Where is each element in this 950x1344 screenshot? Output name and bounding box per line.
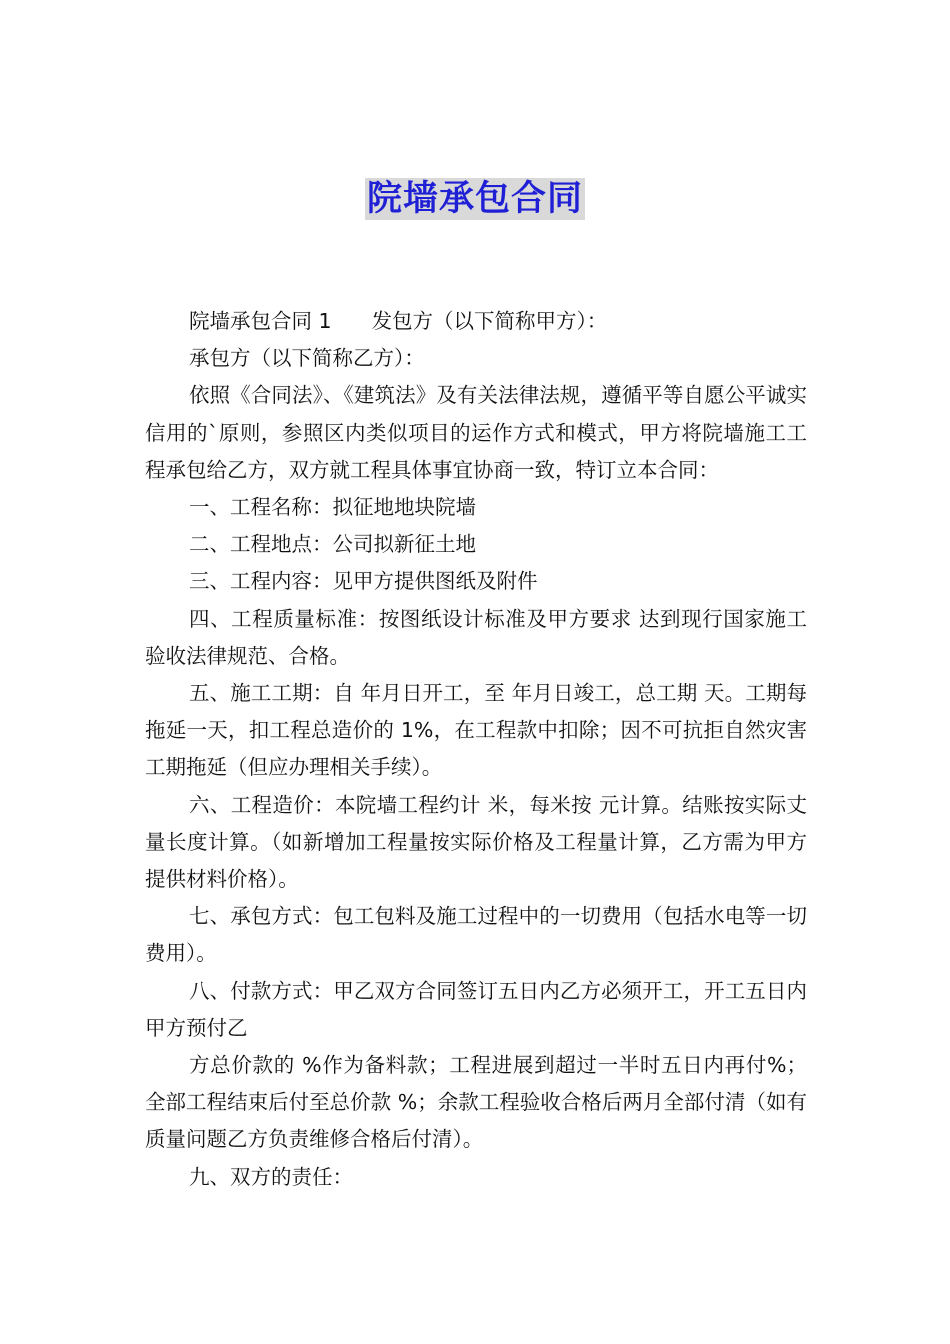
- title-container: [0, 178, 950, 220]
- party-a-line: 发包方（以下简称甲方）：: [371, 309, 608, 333]
- clause-project-cost: 六、工程造价：本院墙工程约计 米，每米按 元计算。结账按实际丈量长度计算。（如新增加工程量按实际价格及工程量计算，乙方需为甲方提供材料价格）。: [145, 792, 807, 892]
- preamble-paragraph: 依照《合同法》、《建筑法》及有关法律法规，遵循平等自愿公平诚实信用的`原则，参照区内类似项目的运作方式和模式，甲方将院墙施工工程承包给乙方，双方就工程具体事宜协商一致，特订立本合同：: [145, 383, 807, 482]
- clause-responsibilities: 九、双方的责任：: [189, 1164, 353, 1189]
- clause-project-content: 三、工程内容：见甲方提供图纸及附件: [189, 569, 538, 594]
- clause-contract-method: 七、承包方式：包工包料及施工过程中的一切费用（包括水电等一切费用）。: [145, 904, 807, 966]
- party-b-line: 承包方（以下简称乙方）：: [189, 346, 425, 371]
- clause-project-name: 一、工程名称：拟征地地块院墙: [189, 495, 476, 520]
- clause-construction-period: 五、施工工期：自 年月日开工，至 年月日竣工，总工期 天。工期每拖延一天，扣工程总造价的 1%，在工程款中扣除；因不可抗拒自然灾害工期拖延（但应办理相关手续）。: [145, 681, 807, 780]
- clause-quality-standard: 四、工程质量标准：按图纸设计标准及甲方要求 达到现行国家施工验收法律规范、合格。: [145, 606, 807, 668]
- contract-heading: 院墙承包合同 1: [189, 309, 332, 333]
- document-title: 院墙承包合同: [366, 179, 583, 219]
- clause-payment-method: 八、付款方式：甲乙双方合同签订五日内乙方必须开工，开工五日内甲方预付乙: [145, 978, 807, 1040]
- clause-payment-details: 方总价款的 %作为备料款；工程进展到超过一半时五日内再付%；全部工程结束后付至总价款 %；余款工程验收合格后两月全部付清（如有质量问题乙方负责维修合格后付清）。: [145, 1053, 807, 1152]
- document-body: [145, 303, 807, 1196]
- paragraph-intro: [145, 303, 807, 340]
- clause-project-location: 二、工程地点：公司拟新征土地: [189, 532, 476, 557]
